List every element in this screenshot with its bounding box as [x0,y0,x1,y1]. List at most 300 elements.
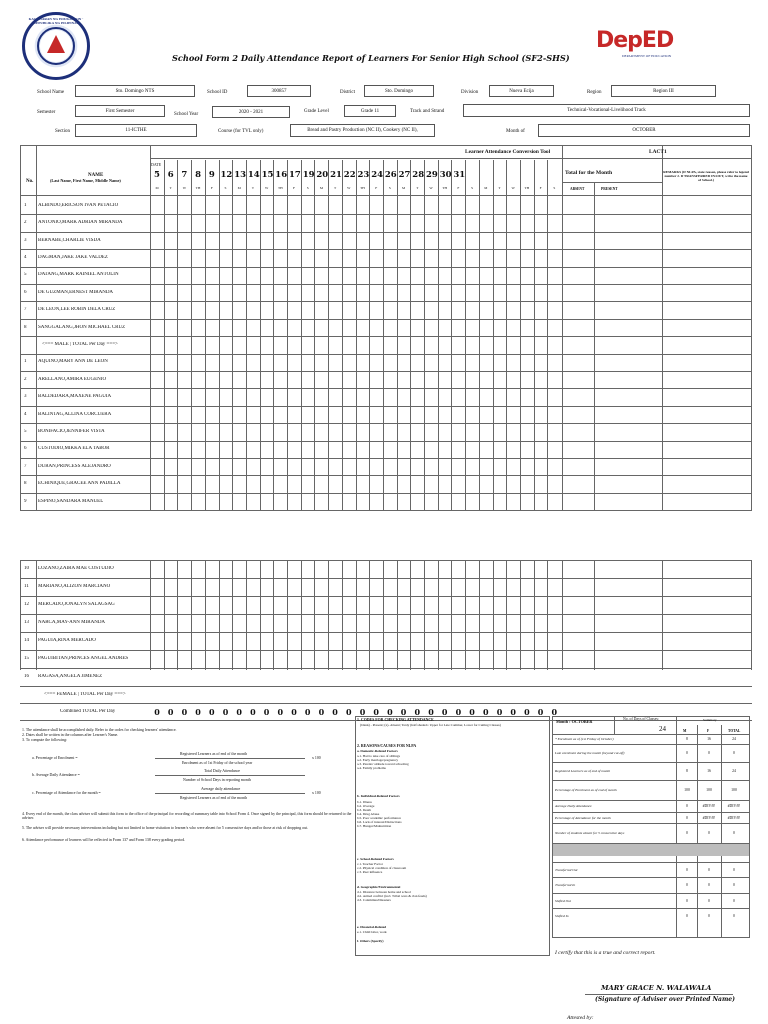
learner-name[interactable]: DE GUZMAN,ERNEST MIRANDA [38,289,114,295]
date-number: 31 [453,170,466,180]
region-field[interactable]: Region III [611,85,716,97]
summary-row-label: Number of students absent for 5 consecutive days [555,831,625,835]
combined-total-cell: 0 [455,707,462,717]
summary-total-value: #DIV/0! [727,815,741,820]
day-letter: S [553,186,556,190]
learner-name[interactable]: BERNABE,CHARLIE VISDA [38,237,101,243]
combined-total-cell: 0 [551,707,558,717]
row-number: 6 [24,446,27,452]
present-header: PRESENT [601,187,618,191]
summary-row-label: Shifted Out [555,898,571,903]
summary-f-value: 0 [708,751,710,755]
row-line [20,406,752,407]
learner-name[interactable]: ARELLANO,AMIRA EUGENIO [38,376,107,382]
row-number: 3 [24,237,27,243]
summary-total-value: 0 [733,751,735,755]
combined-total-cell: 0 [524,707,530,717]
day-column-line [301,160,302,670]
summary-total-value: 24 [732,737,736,741]
row-number: 3 [24,394,27,400]
reason-item: b.2. Overage [357,804,375,808]
row-number: 4 [24,411,27,417]
course-label: Course (for TVL only) [218,129,264,134]
summary-row-line [552,862,750,863]
summary-month: Month : OCTOBER [556,719,593,724]
summary-row-line [552,877,750,878]
summary-m-header: M [683,729,687,733]
region-label: Region [587,90,602,95]
month-field[interactable]: OCTOBER [538,124,750,137]
day-column-line [397,160,398,670]
row-line [20,578,752,579]
day-column-line [493,160,494,670]
day-letter: M [402,186,406,190]
day-letter: T [169,186,172,190]
summary-row-line [552,893,750,894]
formula-a-num: Registered Learners as of end of the month [180,752,248,756]
combined-total-cell: 0 [154,707,160,717]
instruction-5: 5. The adviser will provide necessary interventions including but not limited to home visitation to learner/s who were absent for 5 consecutive days and/or those at risk of dropping out. [22,826,309,830]
summary-days-label: No. of Days of Classes: [623,717,659,721]
summary-f-value: 0 [708,898,710,903]
combined-total-cell: 0 [469,707,475,717]
reason-item: b.7. Hunger/Malnutrition [357,824,392,828]
combined-total-cell: 0 [537,707,544,717]
formula-c-x100: x 100 [312,791,321,795]
row-number: 6 [24,289,27,295]
grade-level-field[interactable]: Grade 11 [344,105,396,117]
summary-f-value: 16 [707,737,711,741]
row-line [20,214,752,215]
summary-m-value: 0 [686,804,688,808]
combined-total-cell: 0 [291,707,297,717]
reason-item: a.1. Had to take care of siblings [357,754,400,758]
day-letter: F [293,186,295,190]
track-label: Track and Strand [410,109,445,114]
summary-col-line [697,725,698,938]
codes-heading-2: 2. REASONS/CAUSES FOR NLPA [357,744,417,748]
row-number: 7 [24,463,27,469]
learner-name[interactable]: SANGGALANG,JHON MICHAEL CRUZ [38,324,126,330]
section-field[interactable]: 11-ICTHE [75,124,197,137]
date-number: 14 [247,170,260,180]
absent-header: ABSENT [570,187,585,191]
combined-total-cell: 0 [318,707,325,717]
learner-name[interactable]: BONIFACIO,JENNIFER VISTA [38,428,105,434]
reason-item: b.6. Lack of interest/Distractions [357,820,402,824]
learner-name[interactable]: DAGMAN,JAKE JAKE VALDEZ [38,254,108,260]
combined-total-cell: 0 [510,707,516,717]
row-line [20,336,752,337]
row-line [20,441,752,442]
header-bottom-line [20,195,752,196]
combined-total-label: Combined TOTAL Per Day [60,709,116,714]
row-line [20,388,752,389]
summary-row-label: Percentage of Attendance for the month [555,815,611,820]
day-column-line [547,160,548,670]
date-number: 23 [357,170,370,180]
learner-name[interactable]: CUSTODIO,MIKKA ELA TABOR [38,446,110,452]
formula-a-x100: x 100 [312,756,321,760]
track-field[interactable]: Technical-Vocational-Livelihood Track [463,104,750,117]
date-number: 5 [154,170,160,180]
date-number: 15 [261,170,274,180]
learner-name[interactable]: ANTONIO,MARK ADRIAN MIRANDA [38,220,123,226]
summary-m-value: 0 [686,751,688,755]
row-number: 1 [24,359,27,365]
summary-row-label: * Enrolment as of (1st Friday of October) [555,737,614,741]
row-line [20,301,752,302]
date-number: 17 [289,170,301,180]
day-column-line [520,160,521,670]
row-line [20,267,752,268]
reason-item: c.3. Peer influence [357,870,383,874]
reason-item: b. Individual-Related Factors [357,794,400,798]
date-number: 13 [234,170,247,180]
row-line [20,703,752,704]
learner-name[interactable]: MARIANO,ALIZON MARCIANO [38,584,111,589]
row-line [20,371,752,372]
row-line [20,232,752,233]
day-letter: W [182,186,187,190]
summary-row-line [552,780,750,781]
summary-total-value: 0 [733,883,735,887]
day-column-line [191,160,192,670]
summary-row-line [552,823,750,824]
day-letter: S [306,186,309,190]
day-letter: TH [524,186,530,190]
row-line [20,475,752,476]
course-field[interactable]: Bread and Pastry Production (NC II), Cookery (NC II), [290,124,435,137]
date-number: 28 [412,170,425,180]
row-number: 10 [24,566,29,571]
row-line [20,319,752,320]
row-line [20,354,752,355]
form-title: School Form 2 Daily Attendance Report of Learners For Senior High School (SF2-SHS) [172,53,570,63]
codes-heading-1: 1. CODES FOR CHECKING ATTENDANCE [357,718,434,722]
district-label: District [340,90,355,95]
reason-item: b.3. Death [357,808,372,812]
combined-total-cell: 0 [277,707,284,717]
day-column-line [506,160,507,670]
reason-item: a.2. Early marriage/pregnancy [357,758,399,762]
day-letter: F [375,186,378,190]
row-line [20,614,752,615]
semester-label: Semester [37,110,56,115]
adviser-signature-caption: (Signature of Adviser over Printed Name) [595,996,735,1003]
district-field[interactable]: Sto. Domingo [364,85,434,97]
summary-col-line [614,716,615,734]
reason-item: f. Others (Specify) [357,939,384,943]
summary-row-label: Percentage of Enrolment as of end of month [555,788,617,792]
summary-total-value: 0 [733,898,735,903]
row-line [20,668,752,669]
date-number: 8 [195,170,202,180]
reason-item: e. Financial-Related [357,925,387,929]
summary-row-label: Transferred Out [555,867,578,872]
learner-name[interactable]: NARCA,MAY-ANN MIRANDA [38,620,106,625]
summary-total-header: TOTAL [728,729,741,733]
summary-m-value: 0 [686,815,688,820]
summary-f-value: #DIV/0! [702,804,716,808]
day-column-line [314,160,315,670]
semester-field[interactable]: First Semester [75,105,165,117]
day-letter: T [416,186,419,190]
reason-item: b.4. Drug Abuse [357,812,380,816]
learner-name[interactable]: PAGUIA,RINA MERCADO [38,638,96,643]
summary-row-line [552,908,750,909]
row-number: 16 [24,674,29,679]
day-column-line [424,160,425,670]
day-column-line [465,160,466,670]
day-letter: S [471,186,474,190]
row-number: 1 [24,202,27,208]
summary-shaded-band [553,844,749,856]
summary-row-line [552,800,750,801]
attested-label: Attested by: [567,1015,594,1021]
division-label: Division [461,90,479,95]
reason-item: a.3. Parents' attitude toward schooling [357,762,409,766]
combined-total-cell: 0 [236,707,242,717]
learner-name[interactable]: ECHINIQUE,GRACEE ANN PADILLA [38,481,121,487]
row-number: 12 [24,602,29,607]
day-column-line [369,160,370,670]
summary-row-label: Late enrolment during the month (beyond cut-off) [555,751,625,755]
reason-item: d.3. Calamities/Disasters [357,898,391,902]
row-number: 5 [24,428,27,434]
learner-name[interactable]: ALBINDO,ERICSON IVAN PETACIO [38,202,119,208]
summary-row-label: Transferred In [555,883,576,887]
day-column-line [246,160,247,670]
learner-name[interactable]: BALINTAG,ALLINA CORCUERA [38,411,112,417]
male-total-label: <=== MALE | TOTAL Per Day ===> [42,341,118,347]
summary-m-value: 8 [686,769,688,773]
date-number: 16 [275,170,288,180]
row-number: 9 [24,498,27,504]
formula-b-den: Number of School Days in reporting month [183,778,251,782]
day-letter: TH [195,186,201,190]
day-column-line [273,160,274,670]
learner-name[interactable]: DATANG,MARK RAINIEL ANTOLIN [38,272,119,278]
combined-total-cell: 0 [428,707,434,717]
total-left-line [562,145,563,670]
combined-total-cell: 0 [209,707,215,717]
day-column-line [177,160,178,670]
no-column-line [36,145,37,670]
combined-total-cell: 0 [496,707,503,717]
combined-total-cell: 0 [359,707,366,717]
row-line [20,284,752,285]
date-label: DATE [151,162,162,167]
row-line [20,632,752,633]
day-letter: TH [360,186,365,190]
seal-text: KAGAWARAN NG EDUKASYON · REPUBLIKA NG PILIPINAS [28,17,84,25]
summary-row-line [552,744,750,745]
row-line [20,493,752,494]
right-border [751,145,752,670]
school-year-label: School Year [174,112,199,117]
section-label: Section [55,129,70,134]
day-column-line [164,160,165,670]
day-letter: TH [442,186,448,190]
remarks-left-line [662,145,663,670]
day-column-line [410,160,411,670]
summary-col-line [721,725,722,938]
date-number: 22 [343,170,356,180]
learner-name[interactable]: ESPINO,SANDARA MANUEL [38,498,104,504]
combined-total-cell: 0 [181,707,188,717]
school-name-label: School Name [37,90,65,95]
summary-f-value: 16 [707,769,711,773]
summary-f-value: 0 [708,913,710,918]
reason-item: a. Domestic-Related Factors [357,749,398,753]
combined-total-cell: 0 [414,707,421,717]
reason-item: b.5. Poor academic performance [357,816,401,820]
row-line [20,596,752,597]
day-letter: F [539,186,542,190]
summary-col-line [676,716,677,938]
summary-m-value: 100 [684,788,690,792]
date-number: 30 [439,170,452,180]
learner-name[interactable]: PAGUIBITAN,PRINCES ANGEL ANDRES [38,656,129,661]
summary-row-label: Registered Learners as of end of month [555,769,611,773]
row-line [20,686,752,687]
formula-c-den: Registered Learners as of end of the month [180,796,248,800]
name-subheader: (Last Name, First Name, Middle Name) [50,178,121,183]
summary-row-line [552,762,750,763]
combined-total-cell: 0 [441,707,448,717]
certify-text: I certify that this is a true and correct report. [555,950,656,956]
formula-b-num: Total Daily Attendance [204,769,241,773]
row-number: 7 [24,307,27,313]
instruction-1: 1. The attendance shall be accomplished daily. Refer to the codes for checking learners' attendance. [22,728,177,732]
name-column-line [150,145,151,670]
school-year-field[interactable]: 2020 - 2021 [212,106,290,118]
school-id-label: School ID [207,90,228,95]
instruction-6: 6. Attendance performance of learners will be reflected in Form 137 and Form 138 every grading period. [22,838,186,842]
day-letter: M [155,186,159,190]
formula-c-label: c. Percentage of Attendance for the month = [32,791,101,795]
school-id-field[interactable]: 300857 [247,85,311,97]
formula-a-den: Enrolment as of 1st Friday of the school year [182,761,253,765]
deped-mark: DepED [596,28,674,53]
instruction-4: 4. Every end of the month, the class adviser will submit this form to the office of the principal for recording of summary table into School Form 4. Once signed by the principal, this form should be returned to the adviser. [22,812,352,821]
row-number: 11 [24,584,29,589]
grade-level-label: Grade Level [304,109,329,114]
summary-f-value: 0 [708,883,710,887]
learner-name[interactable]: RAGASA,ANGELA JIMENEZ [38,674,103,679]
learner-name[interactable]: LOZANO,ZAIRA MAE COSTUDIO [38,566,114,571]
summary-f-value: 100 [706,788,712,792]
learner-name[interactable]: AQUINO,MARY ANN DE LEON [38,359,108,365]
summary-total-value: 100 [731,788,737,792]
name-header: NAME [88,173,104,178]
instruction-3: 3. To compute the following: [22,738,68,742]
row-number: 2 [24,220,27,226]
learner-name[interactable]: BALDEDARA,MAXENE PAGUIA [38,394,112,400]
deped-subtitle: DEPARTMENT OF EDUCATION [622,54,672,58]
day-column-line [219,160,220,670]
summary-m-value: 0 [686,867,688,872]
summary-m-value: 0 [686,831,688,835]
combined-total-cell: 0 [346,707,352,717]
total-month-header: Total for the Month [565,170,613,176]
day-column-line [356,160,357,670]
date-number: 26 [384,170,397,180]
combined-total-cell: 0 [387,707,393,717]
day-letter: M [237,186,241,190]
day-letter: S [224,186,227,190]
school-name-field[interactable]: Sto. Domingo NTS [75,85,195,97]
summary-f-value: 0 [708,831,710,835]
combined-total-cell: 0 [263,707,270,717]
reason-item: c. School-Related Factors [357,857,394,861]
day-column-line [328,160,329,670]
formula-a-label: a. Percentage of Enrolment = [32,756,78,760]
learner-name[interactable]: DE LEON,LEE ROBIN DELA CRUZ [38,307,116,313]
division-field[interactable]: Nueva Ecija [489,85,554,97]
codes-text-1: (blank) - Present; (x)- Absent; Tardy (half shaded= Upper for Late Commer, Lower for Cutting Classes) [360,723,501,727]
conversion-tool-label: Learner Attendance Conversion Tool [465,149,551,155]
reason-item: d. Geographic/Environmental [357,885,401,889]
day-column-line [479,160,480,670]
reason-item: e.1. Child labor, work [357,930,387,934]
learner-name[interactable]: MERCADO,JONALYN SALAGSAG [38,602,115,607]
deped-logo [596,26,676,66]
no-header: No. [26,179,34,184]
row-number: 8 [24,481,27,487]
day-letter: W [511,186,515,190]
combined-total-cell: 0 [250,707,256,717]
day-column-line [383,160,384,670]
row-line [20,458,752,459]
summary-m-value: 0 [686,898,688,903]
page-gap [19,511,754,560]
summary-row-line [552,812,750,813]
total-sub-line [562,182,662,183]
reason-item: a.4. Family problems [357,766,386,770]
row-number: 13 [24,620,29,625]
day-letter: W [429,186,433,190]
combined-total-cell: 0 [195,707,201,717]
learner-name[interactable]: DURAN,PRINCESS ALEJANDRO [38,463,111,469]
day-column-line [205,160,206,670]
summary-total-value: 0 [733,913,735,918]
combined-total-cell: 0 [400,707,407,717]
day-letter: T [251,186,254,190]
instruction-2: 2. Dates shall be written in the columns after Learner's Name. [22,733,119,737]
day-letter: S [388,186,391,190]
day-letter: F [210,186,213,190]
summary-caption: Summary [703,718,717,722]
female-total-label: <=== FEMALE | TOTAL Per Day ===> [44,692,126,697]
page2-top-line [20,560,752,561]
summary-total-value: 24 [732,769,736,773]
combined-total-cell: 0 [222,707,229,717]
day-letter: F [457,186,460,190]
day-column-line [534,160,535,670]
combined-total-cell: 0 [373,707,379,717]
row-number: 5 [24,272,27,278]
formula-b-label: b. Average Daily Attendance = [32,773,80,777]
combined-total-cell: 0 [304,707,311,717]
date-number: 7 [181,170,188,180]
date-number: 12 [220,170,233,180]
summary-days-value[interactable]: 24 [659,725,666,733]
day-column-line [451,160,452,670]
reason-item: d.1. Distance between home and school [357,890,411,894]
combined-total-cell: 0 [332,707,338,717]
